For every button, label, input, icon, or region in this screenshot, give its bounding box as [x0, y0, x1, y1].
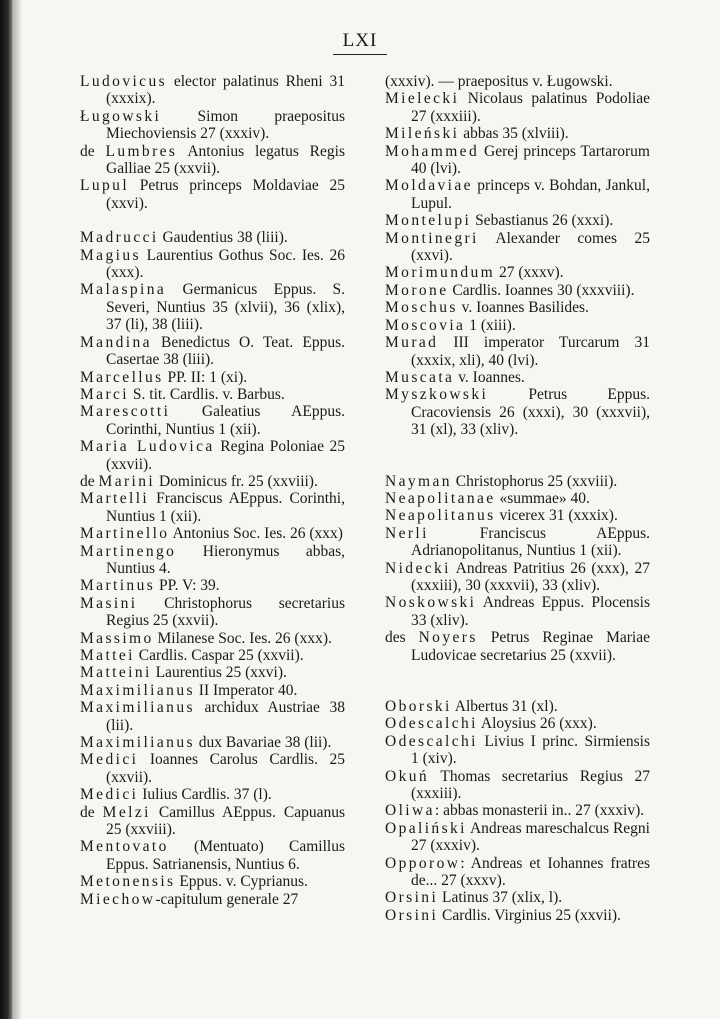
entry-text: princeps v. Bohdan, Jankul, Lupul. — [411, 177, 650, 212]
index-entry — [385, 212, 650, 229]
entry-name: Marci — [80, 385, 130, 403]
index-entry — [80, 595, 345, 630]
index-entry — [385, 473, 650, 490]
entry-name: Odescalchi — [385, 732, 478, 750]
entry-name: Ludovicus — [80, 73, 168, 90]
entry-text: -capitulum generale 27 — [155, 890, 299, 908]
entry-text: (xxxiv). — praepositus v. Ługowski. — [385, 73, 613, 90]
entry-name: Nayman — [385, 472, 452, 490]
entry-text: vicerex 31 (xxxix). — [495, 507, 618, 525]
index-entry — [385, 386, 650, 438]
entry-text: elector palatinus Rheni 31 (xxxix). — [106, 73, 345, 108]
entry-text: Sebastianus 26 (xxxi). — [471, 212, 614, 230]
entry-name: Nidecki — [385, 559, 451, 577]
entry-name: Okuń — [385, 767, 430, 785]
index-entry — [80, 229, 345, 246]
entry-name: Marini — [98, 472, 156, 490]
index-entry — [80, 369, 345, 386]
entry-text: Galeatius AEppus. Corinthi, Nuntius 1 (xii). — [106, 403, 345, 438]
entry-name: Noyers — [418, 629, 478, 647]
index-entry — [80, 281, 345, 333]
index-entry — [385, 143, 650, 178]
entry-name: Martelli — [80, 490, 150, 508]
index-entry — [385, 264, 650, 281]
entry-text: Alexander comes 25 (xxvi). — [411, 229, 650, 265]
entry-name: Martinello — [80, 525, 170, 543]
entry-name: Maximilianus — [80, 734, 195, 752]
index-entry — [385, 525, 650, 560]
entry-text: Antonius legatus Regis Galliae 25 (xxvii). — [106, 142, 345, 178]
entry-text: Petrus Reginae Mariae Ludovicae secretarius 25 (xxvii). — [411, 629, 650, 664]
entry-name: Moscovia — [385, 316, 466, 334]
entry-text: III imperator Turcarum 31 (xxxix, xli), 40 (lvi). — [411, 334, 650, 369]
index-entry — [385, 334, 650, 369]
entry-text: Christophorus secretarius Regius 25 (xxvii). — [106, 594, 345, 630]
index-entry — [80, 490, 345, 525]
entry-name: Orsini — [385, 889, 439, 907]
entry-name: Metonensis — [80, 873, 176, 891]
index-entry — [385, 369, 650, 386]
index-entry — [80, 247, 345, 282]
entry-text: Franciscus AEppus. Adrianopolitanus, Nuntius 1 (xii). — [411, 524, 650, 560]
index-entry — [80, 630, 345, 647]
entry-text: Thomas secretarius Regius 27 (xxxiii). — [411, 767, 650, 803]
entry-text: Ioannes Carolus Cardlis. 25 (xxvii). — [106, 751, 345, 786]
entry-name: Martinus — [80, 577, 156, 595]
entry-name: Moldaviae — [385, 177, 473, 195]
index-entry — [385, 299, 650, 316]
page-header — [0, 30, 720, 55]
index-entry — [80, 838, 345, 873]
entry-name: Noskowski — [385, 594, 477, 612]
entry-text: 27 (xxxv). — [495, 264, 564, 282]
entry-name: Matteini — [80, 664, 152, 682]
index-entry — [80, 891, 345, 908]
index-entry — [385, 733, 650, 768]
entry-text: v. Ioannes. — [454, 368, 525, 386]
index-entry — [385, 629, 650, 664]
entry-text: Petrus Eppus. Cracoviensis 26 (xxxi), 30 (xxxvii), 31 (xl), 33 (xliv). — [411, 386, 650, 439]
entry-text: : abbas monasterii in.. 27 (xxxiv). — [434, 802, 645, 820]
entry-name: Montelupi — [385, 212, 472, 230]
entry-text: Laurentius Gothus Soc. Ies. 26 (xxx). — [106, 246, 345, 282]
index-entry — [80, 334, 345, 369]
entry-name: Myszkowski — [385, 386, 489, 404]
entry-name: Maximilianus — [80, 699, 195, 717]
index-entry — [80, 177, 345, 212]
entry-text: Antonius Soc. Ies. 26 (xxx) — [169, 525, 343, 543]
index-entry — [385, 73, 650, 90]
entry-name: Maria Ludovica — [80, 438, 215, 456]
entry-name: Neapolitanae — [385, 489, 496, 507]
entry-name: Mentovato — [80, 838, 169, 856]
entry-name: Lupul — [80, 177, 130, 195]
index-entry — [80, 751, 345, 786]
index-entry — [80, 786, 345, 803]
index-entry — [385, 490, 650, 507]
entry-name: Martinengo — [80, 542, 177, 560]
entry-text: Petrus princeps Moldaviae 25 (xxvi). — [106, 177, 345, 212]
entry-text: Aloysius 26 (xxx). — [477, 715, 597, 733]
index-entry — [385, 90, 650, 125]
index-entry — [385, 907, 650, 924]
entry-name: Nerli — [385, 524, 429, 542]
index-entry — [385, 889, 650, 906]
entry-text: Milanese Soc. Ies. 26 (xxx). — [153, 629, 332, 647]
index-entry — [385, 802, 650, 819]
index-column-right — [385, 73, 650, 924]
entry-text: Gaudentius 38 (liii). — [158, 229, 288, 247]
entry-name: Oliwa — [385, 802, 435, 820]
entry-text: Andreas Patritius 26 (xxx), 27 (xxxiii), 30 (xxxvii), 33 (xliv). — [411, 559, 650, 594]
index-entry — [80, 664, 345, 681]
entry-text: v. Ioannes Basilides. — [457, 299, 589, 317]
entry-name: Murad — [385, 334, 439, 352]
entry-name: Morone — [385, 281, 449, 299]
entry-name: Oborski — [385, 698, 452, 715]
entry-name: Massimo — [80, 629, 154, 647]
entry-text: Eppus. v. Cyprianus. — [175, 873, 308, 891]
index-entry — [80, 73, 345, 108]
entry-text: Andreas Eppus. Plocensis 33 (xliv). — [411, 594, 650, 629]
entry-text: Iulius Cardlis. 37 (l). — [138, 786, 272, 804]
index-entry — [385, 855, 650, 890]
entry-text: Simon praepositus Miechoviensis 27 (xxxiv). — [106, 107, 345, 143]
entry-name: Montinegri — [385, 229, 479, 247]
index-entry — [80, 682, 345, 699]
entry-text: Camillus AEppus. Capuanus 25 (xxviii). — [106, 803, 345, 839]
entry-name: Mohammed — [385, 142, 480, 160]
index-entry — [80, 804, 345, 839]
entry-name: Muscata — [385, 368, 455, 386]
entry-text: archidux Austriae 38 (lii). — [106, 699, 345, 734]
entry-text: dux Bavariae 38 (lii). — [194, 734, 332, 752]
index-entry — [80, 873, 345, 890]
entry-name: Melzi — [102, 803, 151, 821]
entry-name: Masini — [80, 594, 138, 612]
entry-name: Ługowski — [80, 107, 162, 125]
entry-text: Hieronymus abbas, Nuntius 4. — [106, 542, 345, 577]
index-entry — [80, 577, 345, 594]
entry-name: Miechow — [80, 890, 156, 908]
entry-text: «summae» 40. — [495, 489, 590, 507]
entry-name: Neapolitanus — [385, 507, 496, 525]
index-entry — [80, 525, 345, 542]
book-spine-shadow — [0, 0, 14, 1019]
index-entry — [80, 386, 345, 403]
entry-prefix: de — [80, 472, 99, 490]
entry-text: Latinus 37 (xlix, l). — [438, 889, 563, 907]
entry-name: Odescalchi — [385, 715, 478, 733]
entry-text: PP. II: 1 (xi). — [163, 368, 248, 386]
entry-text: Andreas mareschalcus Regni 27 (xxxiv). — [411, 819, 650, 855]
page-number: LXI — [333, 30, 388, 55]
entry-text: : Andreas et Iohannes fratres de... 27 (xxxv). — [411, 854, 650, 890]
entry-name: Marcellus — [80, 368, 164, 386]
entry-prefix: de — [80, 142, 106, 160]
entry-text: Dominicus fr. 25 (xxviii). — [155, 472, 318, 490]
index-entry — [385, 317, 650, 334]
index-entry — [385, 715, 650, 732]
entry-name: Opporow — [385, 854, 461, 872]
index-entry — [80, 734, 345, 751]
index-entry — [80, 438, 345, 473]
index-entry — [80, 403, 345, 438]
entry-text: (Mentuato) Camillus Eppus. Satrianensis, Nuntius 6. — [106, 838, 345, 873]
entry-name: Mileński — [385, 125, 460, 143]
entry-text: Benedictus O. Teat. Eppus. Casertae 38 (liii). — [106, 333, 345, 369]
entry-text: Albertus 31 (xl). — [451, 698, 558, 715]
gutter-shadow — [14, 0, 22, 1019]
index-entry — [80, 699, 345, 734]
entry-text: Germanicus Eppus. S. Severi, Nuntius 35 (xlvii), 36 (xlix), 37 (li), 38 (liii). — [106, 281, 345, 334]
entry-text: Laurentius 25 (xxvi). — [151, 664, 287, 682]
entry-prefix: de — [80, 803, 103, 821]
index-column-left — [80, 73, 345, 908]
entry-name: Medici — [80, 751, 139, 769]
entry-name: Malaspina — [80, 281, 167, 299]
entry-name: Morimundum — [385, 264, 496, 282]
entry-name: Madrucci — [80, 229, 159, 247]
entry-name: Orsini — [385, 906, 439, 924]
entry-name: Mattei — [80, 647, 135, 664]
index-entry — [385, 820, 650, 855]
index-entry — [385, 282, 650, 299]
entry-name: Mandina — [80, 333, 152, 351]
entry-text: PP. V: 39. — [155, 577, 220, 595]
entry-text: 1 (xiii). — [465, 316, 516, 334]
entry-text: Nicolaus palatinus Podoliae 27 (xxxiii). — [411, 90, 650, 125]
entry-text: S. tit. Cardlis. v. Barbus. — [129, 385, 285, 403]
entry-name: Opaliński — [385, 819, 467, 837]
entry-name: Lumbres — [105, 142, 178, 160]
entry-text: Cardlis. Virginius 25 (xxvii). — [438, 906, 621, 924]
index-entry — [80, 143, 345, 178]
entry-name: Moschus — [385, 299, 458, 317]
entry-name: Medici — [80, 786, 139, 804]
index-entry — [80, 647, 345, 664]
entry-text: Livius I princ. Sirmiensis 1 (xiv). — [411, 732, 650, 768]
entry-text: Regina Poloniae 25 (xxvii). — [106, 438, 345, 473]
entry-text: II Imperator 40. — [194, 681, 298, 699]
entry-text: Gerej princeps Tartarorum 40 (lvi). — [411, 142, 650, 178]
entry-prefix: des — [385, 629, 419, 647]
entry-text: Cardlis. Caspar 25 (xxvii). — [134, 647, 304, 664]
index-entry — [385, 768, 650, 803]
index-entry — [80, 473, 345, 490]
index-entry — [385, 698, 650, 715]
index-entry — [385, 125, 650, 142]
index-entry — [385, 594, 650, 629]
entry-text: abbas 35 (xlviii). — [459, 125, 569, 143]
entry-name: Magius — [80, 246, 141, 264]
entry-name: Marescotti — [80, 403, 171, 421]
entry-name: Maximilianus — [80, 681, 195, 699]
entry-text: Franciscus AEppus. Corinthi, Nuntius 1 (xii). — [106, 490, 345, 525]
index-entry — [80, 543, 345, 578]
index-entry — [385, 230, 650, 265]
index-entry — [385, 507, 650, 524]
entry-name: Mielecki — [385, 90, 460, 108]
index-entry — [385, 560, 650, 595]
index-entry — [385, 177, 650, 212]
entry-text: Christophorus 25 (xxviii). — [451, 472, 618, 490]
index-entry — [80, 108, 345, 143]
entry-text: Cardlis. Ioannes 30 (xxxviii). — [448, 281, 635, 299]
